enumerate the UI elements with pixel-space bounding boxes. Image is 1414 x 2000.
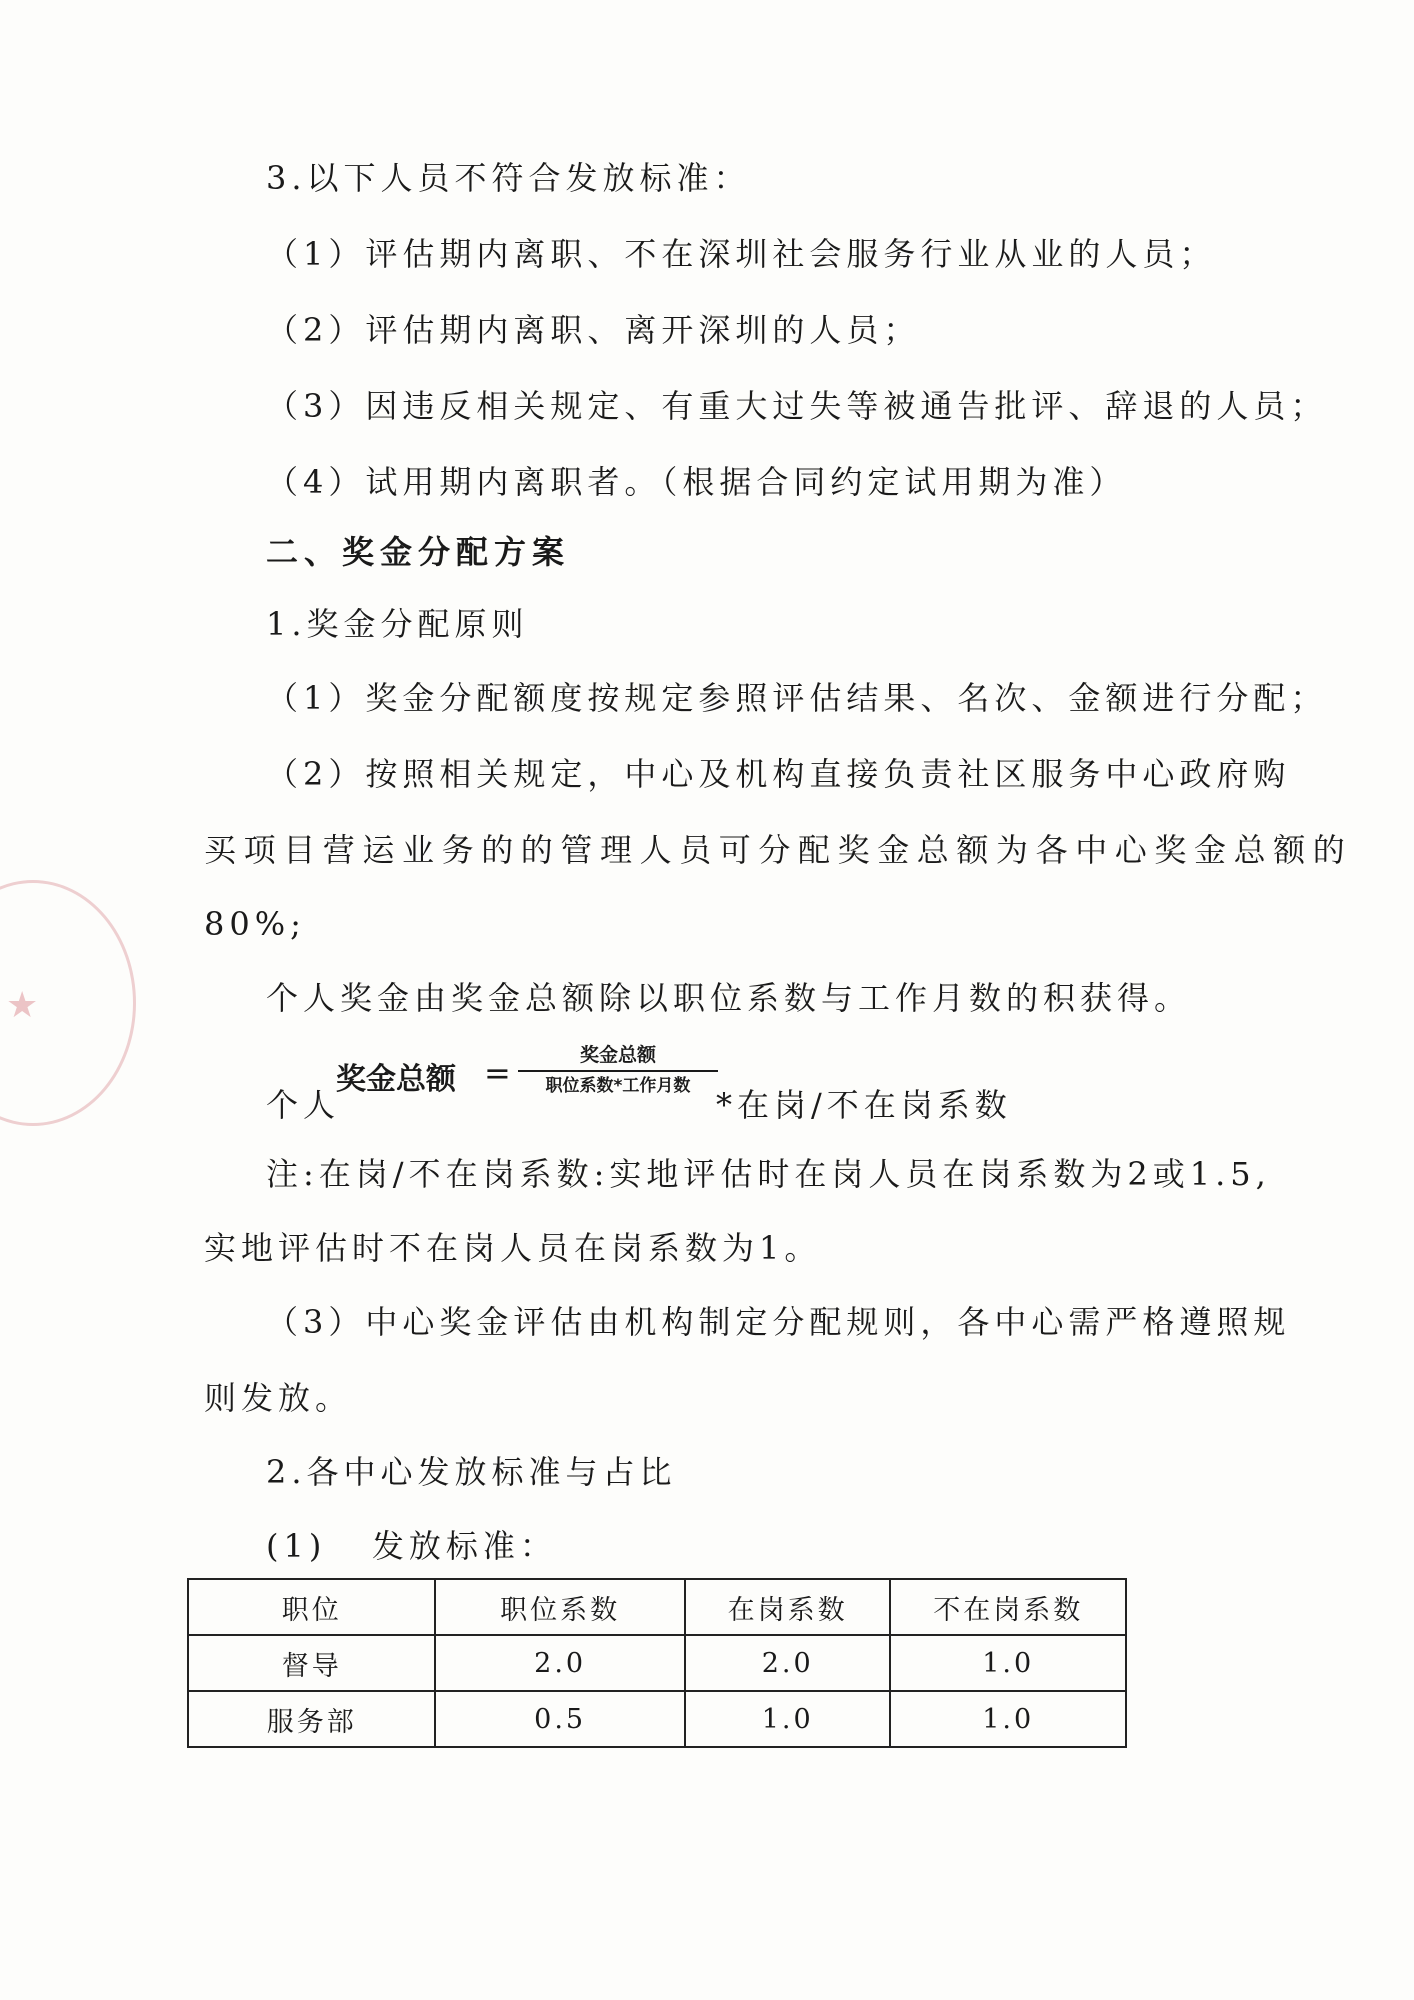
paragraph-line: 实地评估时不在岗人员在岗系数为1。: [204, 1229, 822, 1267]
paragraph-line: （2）评估期内离职、离开深圳的人员；: [266, 311, 921, 349]
formula-denominator: 职位系数*工作月数: [545, 1076, 691, 1096]
paragraph-line: 注:在岗/不在岗系数:实地评估时在岗人员在岗系数为2或1.5,: [266, 1155, 1271, 1193]
table-header-row: [188, 1579, 1126, 1635]
bonus-formula: [266, 1036, 1026, 1124]
table-cell: 1.0: [890, 1635, 1126, 1691]
formula-prefix: 个人: [266, 1086, 341, 1124]
table-row: [188, 1635, 1126, 1691]
paragraph-line: （4）试用期内离职者。（根据合同约定试用期为准）: [266, 463, 1127, 501]
formula-equals: =: [484, 1054, 511, 1092]
paragraph-line: 1.奖金分配原则: [266, 605, 529, 643]
seal-star-icon: ★: [6, 985, 39, 1026]
table-header-cell: 职位: [188, 1579, 435, 1635]
table-cell: 1.0: [890, 1691, 1126, 1747]
paragraph-line: 则发放。: [204, 1379, 353, 1417]
table-row: [188, 1691, 1126, 1747]
table-cell: 1.0: [685, 1691, 891, 1747]
paragraph-line: 买项目营运业务的的管理人员可分配奖金总额为各中心奖金总额的: [204, 831, 1353, 869]
paragraph-line: （1）评估期内离职、不在深圳社会服务行业从业的人员；: [266, 235, 1217, 273]
paragraph-line: （2）按照相关规定，中心及机构直接负责社区服务中心政府购: [266, 755, 1291, 793]
table-cell: 2.0: [435, 1635, 684, 1691]
table-header-cell: 不在岗系数: [890, 1579, 1126, 1635]
formula-fraction: [518, 1042, 718, 1098]
paragraph-line: 2.各中心发放标准与占比: [266, 1453, 677, 1491]
formula-suffix: *在岗/不在岗系数: [716, 1086, 1012, 1124]
paragraph-line: (1) 发放标准：: [266, 1527, 557, 1565]
table-cell: 2.0: [685, 1635, 891, 1691]
table-header-cell: 在岗系数: [685, 1579, 891, 1635]
table-cell: 0.5: [435, 1691, 684, 1747]
paragraph-line: （3）因违反相关规定、有重大过失等被通告批评、辞退的人员；: [266, 387, 1328, 425]
table-cell: 督导: [188, 1635, 435, 1691]
paragraph-line: 3.以下人员不符合发放标准：: [266, 159, 751, 197]
paragraph-line: （3）中心奖金评估由机构制定分配规则，各中心需严格遵照规: [266, 1303, 1291, 1341]
standard-table: [187, 1578, 1127, 1748]
paragraph-line: 80%;: [204, 905, 306, 943]
table-header-cell: 职位系数: [435, 1579, 684, 1635]
paragraph-line: 个人奖金由奖金总额除以职位系数与工作月数的积获得。: [266, 979, 1192, 1017]
formula-numerator: 奖金总额: [579, 1044, 656, 1066]
paragraph-line: （1）奖金分配额度按规定参照评估结果、名次、金额进行分配；: [266, 679, 1328, 717]
section-heading: 二、奖金分配方案: [266, 533, 571, 571]
formula-lhs: 奖金总额: [336, 1062, 456, 1097]
fraction-bar: [518, 1070, 718, 1072]
table-cell: 服务部: [188, 1691, 435, 1747]
